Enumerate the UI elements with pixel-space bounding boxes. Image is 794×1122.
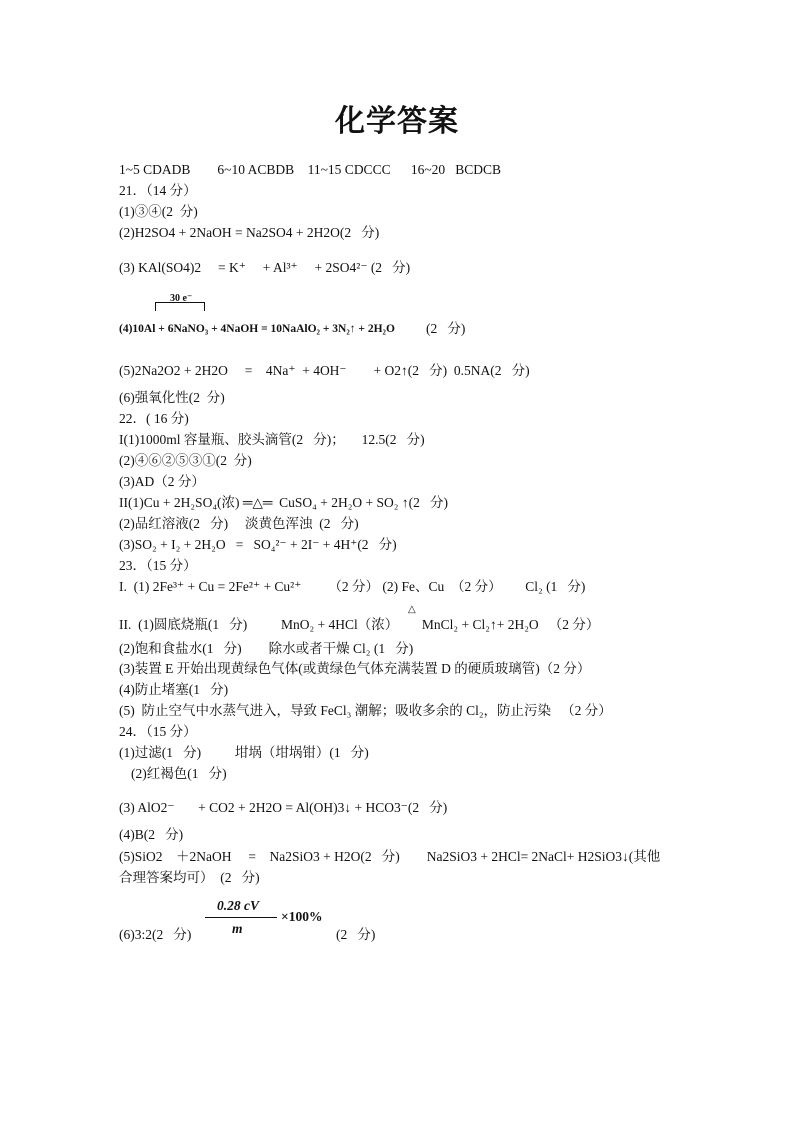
- q23-answer-II2: (2)饱和食盐水(1 分) 除水或者干燥 Cl₂ (1 分): [119, 641, 414, 656]
- q21-answer-3: (3) KAl(SO4)2 = K⁺ + Al³⁺ + 2SO4²⁻ (2 分): [119, 260, 411, 275]
- q22-answer-3: (3)AD（2 分）: [119, 474, 205, 489]
- fraction-bar: [205, 917, 277, 918]
- q22-answer-II2: (2)品红溶液(2 分) 淡黄色浑浊 (2 分): [119, 516, 359, 531]
- q24-answer-4: (4)B(2 分): [119, 827, 184, 842]
- q22-answer-II1: II(1)Cu + 2H₂SO₄(浓) ═△═ CuSO₄ + 2H₂O + SO₂ ↑(2 分): [119, 495, 449, 510]
- q21-answer-1: (1)③④(2 分): [119, 204, 198, 219]
- q22-answer-II3: (3)SO₂ + I₂ + 2H₂O = SO₄²⁻ + 2I⁻ + 4H⁺(2 分): [119, 537, 397, 552]
- q21-answer-2: (2)H2SO4 + 2NaOH = Na2SO4 + 2H2O(2 分): [119, 225, 380, 240]
- q23-answer-II1: II. (1)圆底烧瓶(1 分) MnO₂ + 4HCl（浓） MnCl₂ + Cl₂↑+ 2H₂O （2 分）: [119, 617, 600, 632]
- q23-answer-II3: (3)装置 E 开始出现黄绿色气体(或黄绿色气体充满装置 D 的硬质玻璃管)（2 分）: [119, 661, 591, 676]
- q21-answer-6: (6)强氧化性(2 分): [119, 390, 225, 405]
- q24-answer-6: (6)3:2(2 分): [119, 927, 192, 942]
- q21-heading: 21．（14 分）: [119, 183, 197, 198]
- q21-answer-4-score: (2 分): [426, 321, 466, 336]
- q23-heading: 23．（15 分）: [119, 558, 197, 573]
- q24-answer-5: (5)SiO2 ＋2NaOH = Na2SiO3 + H2O(2 分) Na2SiO3 + 2HCl= 2NaCl+ H2SiO3↓(其他: [119, 849, 661, 864]
- heat-symbol: △: [408, 604, 416, 615]
- q24-answer-6-score: (2 分): [336, 927, 376, 942]
- q23-answer-II5: (5) 防止空气中水蒸气进入，导致 FeCl₃ 潮解；吸收多余的 Cl₂，防止污染 （2 分）: [119, 703, 612, 718]
- q23-answer-I: I. (1) 2Fe³⁺ + Cu = 2Fe²⁺ + Cu²⁺ （2 分） (2) Fe、Cu （2 分） Cl₂ (1 分): [119, 579, 586, 594]
- fraction-numerator: 0.28 cV: [217, 898, 259, 913]
- multiple-choice-answers: 1~5 CDADB 6~10 ACBDB 11~15 CDCCC 16~20 BCDCB: [119, 162, 502, 177]
- q24-answer-3: (3) AlO2⁻ + CO2 + 2H2O = Al(OH)3↓ + HCO3⁻(2 分): [119, 800, 448, 815]
- q22-heading: 22．( 16 分): [119, 411, 189, 426]
- q21-answer-4: (4)10Al + 6NaNO₃ + 4NaOH = 10NaAlO₂ + 3N₂↑ + 2H₂O: [119, 323, 395, 335]
- q24-answer-1: (1)过滤(1 分) 坩埚（坩埚钳）(1 分): [119, 745, 369, 760]
- q24-answer-5-cont: 合理答案均可） (2 分): [119, 870, 260, 885]
- q22-answer-I1: I(1)1000ml 容量瓶、胶头滴管(2 分)； 12.5(2 分): [119, 432, 425, 447]
- page-title: 化学答案: [335, 104, 459, 139]
- percent-factor: ×100%: [281, 909, 323, 924]
- fraction-denominator: m: [232, 921, 243, 936]
- q24-heading: 24．（15 分）: [119, 724, 197, 739]
- q21-answer-5: (5)2Na2O2 + 2H2O = 4Na⁺ + 4OH⁻ + O2↑(2 分) 0.5NA(2 分): [119, 363, 530, 378]
- electron-transfer-label: 30 e⁻: [170, 293, 193, 304]
- q22-answer-2: (2)④⑥②⑤③①(2 分): [119, 453, 252, 468]
- q24-answer-2: (2)红褐色(1 分): [131, 766, 227, 781]
- q23-answer-II4: (4)防止堵塞(1 分): [119, 682, 229, 697]
